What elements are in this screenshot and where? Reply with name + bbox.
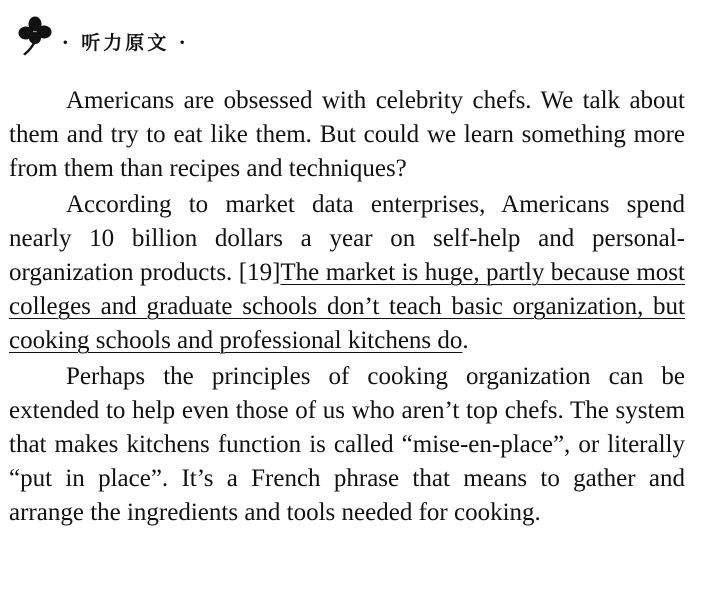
section-heading: [18, 14, 188, 58]
underlined-answer-19: The market is huge, partly because most colleges and graduate schools don’t teach basic organization, but cooking schools and professional kitchens do: [9, 259, 685, 354]
paragraph-2-end: .: [462, 327, 469, 354]
transcript-body: [9, 84, 685, 532]
paragraph-1: Americans are obsessed with celebrity chefs. We talk about them and try to eat like them. But could we learn something more from them than recipes and techniques?: [9, 87, 685, 182]
paragraph-2: [9, 188, 685, 358]
clover-icon: [18, 16, 52, 56]
paragraph-2-lead: According to market data enterprises, Americans spend nearly 10 billion dollars a year on self-help and personal-organization products. [19]: [9, 191, 685, 286]
paragraph-3: Perhaps the principles of cooking organization can be extended to help even those of us who aren’t top chefs. The system that makes kitchens function is called “mise-en-place”, or literally “put in place”. It’s a French phrase that means to gather and arrange the ingredients and tools needed for cooking.: [9, 363, 685, 526]
section-title: · 听力原文 ·: [62, 31, 189, 54]
